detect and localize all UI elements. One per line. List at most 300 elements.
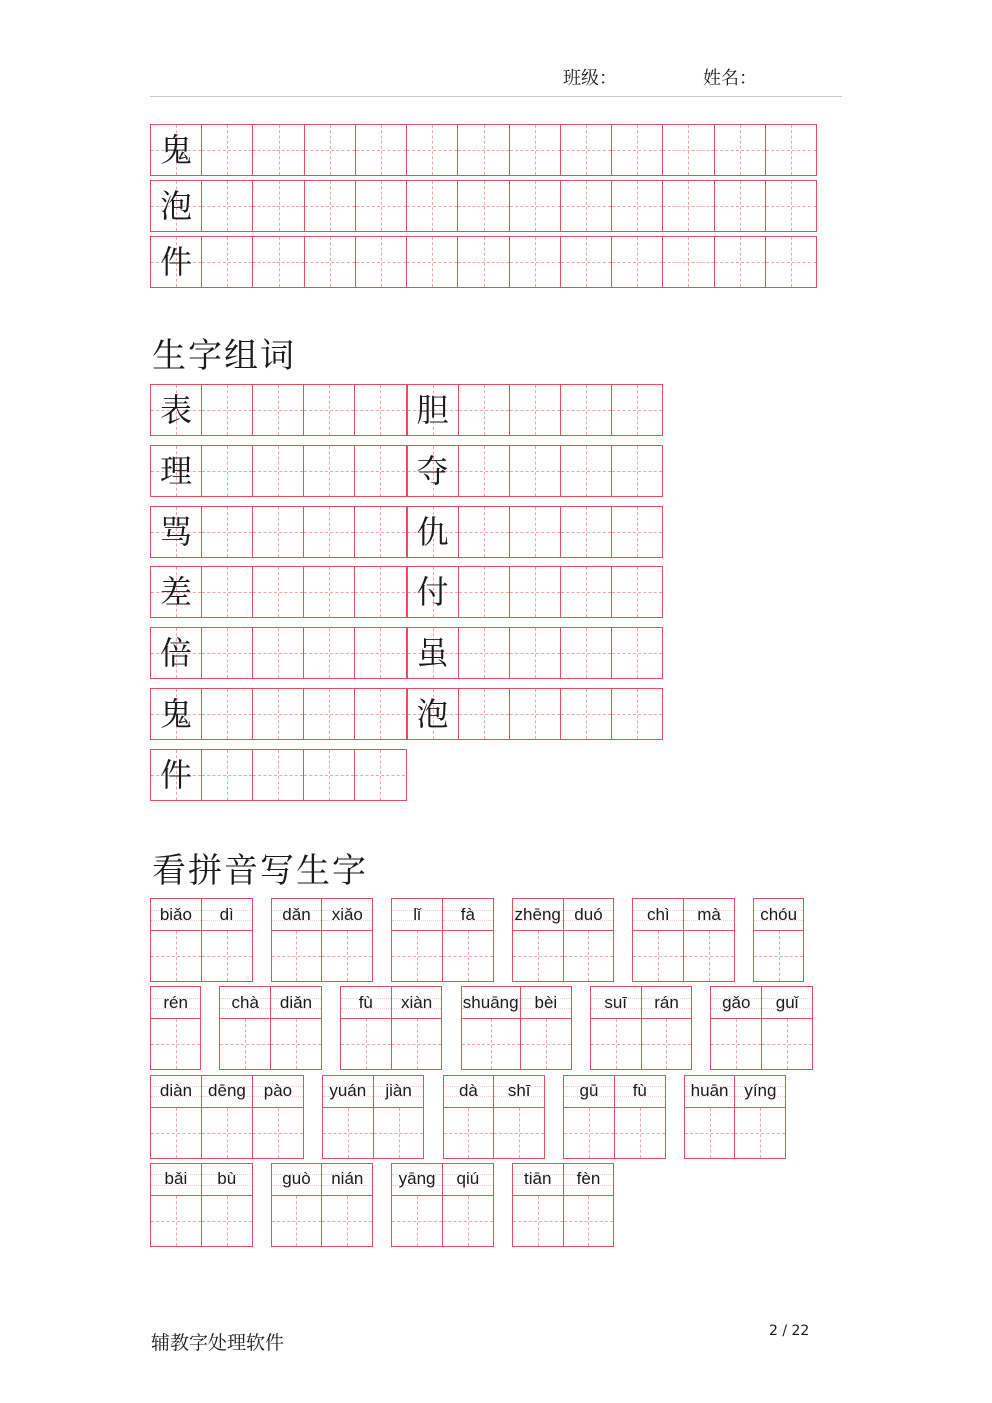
pinyin-strip [590,986,693,1019]
pinyin-group [340,986,443,1070]
word-cell [509,446,560,496]
word-cell [611,567,662,617]
writing-strip [150,1107,304,1159]
writing-cell [563,931,614,981]
word-cell [201,750,252,800]
word-char: 夺 [416,451,449,490]
pinyin-syllable: fà [460,904,475,924]
pinyin-group [512,1163,615,1247]
writing-cell [201,931,252,981]
word-group [407,627,664,679]
practice-cell [304,181,355,231]
writing-cell [520,1019,571,1069]
writing-cell [683,931,734,981]
pinyin-group [684,1075,787,1159]
practice-cell [765,237,816,287]
practice-cell [662,125,713,175]
practice-char: 件 [160,243,193,281]
pinyin-cell [373,1076,424,1107]
practice-cell [304,237,355,287]
practice-cell [509,237,560,287]
writing-strip [563,1107,666,1159]
writing-strip [512,1195,615,1247]
word-cell [458,507,509,557]
pinyin-cell [321,1164,372,1195]
word-cell [201,628,252,678]
writing-strip [322,1107,425,1159]
pinyin-group [632,898,735,982]
pinyin-cell [151,987,200,1018]
pinyin-cell [520,987,571,1018]
pinyin-group [512,898,615,982]
writing-strip [340,1018,443,1070]
word-char-cell [151,507,201,557]
writing-strip [219,1018,322,1070]
pinyin-cell [513,1164,563,1195]
writing-strip [150,1018,201,1070]
writing-cell [270,1019,321,1069]
pinyin-syllable: biǎo [159,904,192,924]
pinyin-group [590,986,693,1070]
practice-cell [560,125,611,175]
writing-strip [710,1018,813,1070]
pinyin-syllable: dēng [208,1081,246,1101]
word-char: 付 [416,573,449,612]
pinyin-group [322,1075,425,1159]
pinyin-cell [272,899,322,930]
writing-cell [513,931,563,981]
pinyin-syllable: fù [632,1081,647,1101]
pinyin-strip [150,1163,253,1196]
word-cell [611,689,662,739]
pinyin-syllable: bèi [534,992,558,1012]
writing-strip [150,1195,253,1247]
pinyin-strip [271,898,374,931]
pinyin-group [150,986,201,1070]
pinyin-strip [512,898,615,931]
practice-cell [406,125,457,175]
word-cell [303,628,354,678]
pinyin-cell [392,899,442,930]
pinyin-cell [321,899,372,930]
practice-cell [252,181,303,231]
writing-cell [151,1019,200,1069]
practice-cell [765,125,816,175]
word-cell [509,689,560,739]
practice-char: 泡 [160,187,193,225]
pinyin-syllable: tiān [523,1169,552,1189]
word-cell [252,750,303,800]
pinyin-strip [150,1075,304,1108]
practice-cell [560,181,611,231]
pinyin-group [219,986,322,1070]
writing-cell [392,931,442,981]
pinyin-group [150,1075,304,1159]
word-cell [560,689,611,739]
pinyin-syllable: yíng [744,1081,777,1101]
pinyin-strip [391,1163,494,1196]
word-group [407,445,664,497]
writing-strip [590,1018,693,1070]
word-group [407,566,664,618]
practice-row [150,180,817,232]
pinyin-cell [201,899,252,930]
writing-cell [321,1196,372,1246]
word-group [407,688,664,740]
page-number: 2 / 22 [769,1323,810,1339]
word-char-cell [151,446,201,496]
pinyin-strip [340,986,443,1019]
pinyin-cell [323,1076,373,1107]
writing-cell [201,1108,252,1158]
writing-cell [462,1019,520,1069]
pinyin-strip [710,986,813,1019]
pinyin-strip [512,1163,615,1196]
word-cell [560,446,611,496]
word-char: 胆 [416,391,449,429]
pinyin-cell [444,1076,494,1107]
word-cell [458,689,509,739]
word-char-cell [151,750,201,800]
word-cell [354,628,405,678]
pinyin-syllable: nián [331,1169,364,1189]
pinyin-syllable: suī [604,992,628,1012]
name-label: 姓名： [703,68,757,89]
word-cell [201,446,252,496]
pinyin-syllable: zhēng [514,904,561,924]
pinyin-strip [632,898,735,931]
word-char-cell [408,567,458,617]
word-cell [303,446,354,496]
writing-strip [150,930,253,982]
writing-strip [271,1195,374,1247]
writing-cell [252,1108,303,1158]
practice-cell [252,237,303,287]
pinyin-syllable: shī [507,1081,531,1101]
pinyin-cell [220,987,270,1018]
practice-cell [560,237,611,287]
writing-cell [272,931,322,981]
word-char-cell [151,628,201,678]
writing-cell [392,1196,442,1246]
pinyin-cell [270,987,321,1018]
word-char: 理 [160,451,193,490]
writing-cell [734,1108,785,1158]
practice-cell [509,125,560,175]
pinyin-cell [754,899,803,930]
pinyin-cell [151,899,201,930]
word-cell [509,628,560,678]
word-cell [354,507,405,557]
word-char: 差 [160,573,193,612]
practice-char-cell [151,125,201,175]
pinyin-cell [711,987,761,1018]
writing-strip [753,930,804,982]
word-cell [303,567,354,617]
pinyin-cell [392,1164,442,1195]
pinyin-cell [442,1164,493,1195]
word-section-title: 生字组词 [152,336,296,376]
pinyin-syllable: yuán [329,1081,367,1101]
pinyin-group [391,1163,494,1247]
pinyin-syllable: chì [646,904,670,924]
practice-cell [355,125,406,175]
writing-cell [442,931,493,981]
practice-cell [509,181,560,231]
word-char-cell [151,385,201,435]
pinyin-syllable: bù [217,1169,237,1189]
word-cell [354,689,405,739]
pinyin-group [753,898,804,982]
pinyin-cell [493,1076,544,1107]
pinyin-cell [563,899,614,930]
word-char-cell [408,507,458,557]
pinyin-cell [201,1076,252,1107]
practice-cell [304,125,355,175]
pinyin-syllable: bǎi [164,1169,188,1189]
pinyin-group [443,1075,546,1159]
word-cell [354,567,405,617]
word-group [150,566,407,618]
pinyin-cell [513,899,563,930]
writing-strip [461,1018,572,1070]
word-char: 泡 [416,695,449,733]
pinyin-cell [462,987,520,1018]
pinyin-cell [633,899,683,930]
word-cell [354,385,405,435]
practice-cell [714,237,765,287]
pinyin-syllable: duó [574,904,603,924]
pinyin-cell [734,1076,785,1107]
word-char: 鬼 [160,695,193,733]
word-cell [611,628,662,678]
pinyin-syllable: diàn [159,1081,193,1101]
pinyin-syllable: fèn [576,1169,601,1189]
word-char-cell [408,628,458,678]
word-char-cell [151,689,201,739]
header-divider [150,96,842,97]
pinyin-cell [341,987,391,1018]
word-char: 倍 [160,634,193,673]
practice-cell [201,125,252,175]
pinyin-syllable: fù [358,992,373,1012]
pinyin-cell [442,899,493,930]
practice-cell [714,125,765,175]
practice-cell [457,237,508,287]
practice-cell [611,181,662,231]
pinyin-syllable: pào [263,1081,293,1101]
pinyin-syllable: diǎn [279,992,313,1012]
word-cell [252,446,303,496]
pinyin-syllable: guò [282,1169,311,1189]
pinyin-syllable: dì [219,904,234,924]
word-group [150,688,407,740]
word-cell [458,628,509,678]
pinyin-syllable: rán [654,992,679,1012]
pinyin-syllable: shuāng [462,992,519,1012]
pinyin-cell [614,1076,665,1107]
pinyin-strip [150,898,253,931]
writing-cell [563,1196,614,1246]
pinyin-group [271,898,374,982]
word-char-cell [408,446,458,496]
practice-cell [252,125,303,175]
writing-cell [591,1019,641,1069]
pinyin-cell [272,1164,322,1195]
pinyin-strip [391,898,494,931]
practice-cell [406,181,457,231]
word-cell [458,446,509,496]
word-cell [509,507,560,557]
word-cell [560,507,611,557]
pinyin-strip [271,1163,374,1196]
word-cell [509,385,560,435]
word-cell [252,628,303,678]
writing-cell [442,1196,493,1246]
pinyin-strip [684,1075,787,1108]
pinyin-group [461,986,572,1070]
pinyin-group [563,1075,666,1159]
pinyin-syllable: lǐ [413,904,421,924]
word-cell [560,567,611,617]
writing-cell [513,1196,563,1246]
word-cell [201,385,252,435]
word-group [150,506,407,558]
word-char-cell [408,689,458,739]
writing-cell [151,931,201,981]
pinyin-strip [753,898,804,931]
pinyin-syllable: guǐ [775,992,799,1012]
word-cell [303,385,354,435]
practice-cell [765,181,816,231]
word-cell [560,628,611,678]
pinyin-syllable: chóu [760,904,798,924]
pinyin-section-title: 看拼音写生字 [152,851,368,891]
writing-cell [373,1108,424,1158]
word-char: 骂 [160,512,193,551]
pinyin-strip [563,1075,666,1108]
word-cell [509,567,560,617]
pinyin-group [150,1163,253,1247]
pinyin-strip [219,986,322,1019]
writing-cell [641,1019,692,1069]
writing-cell [493,1108,544,1158]
writing-cell [220,1019,270,1069]
pinyin-syllable: qiú [456,1169,480,1189]
pinyin-group [150,898,253,982]
practice-cell [201,237,252,287]
pinyin-strip [150,986,201,1019]
practice-cell [457,181,508,231]
pinyin-syllable: dǎn [282,904,311,924]
word-group [150,445,407,497]
writing-cell [761,1019,812,1069]
pinyin-group [391,898,494,982]
practice-cell [457,125,508,175]
pinyin-cell [563,1164,614,1195]
word-cell [354,750,405,800]
writing-cell [391,1019,442,1069]
writing-strip [391,930,494,982]
pinyin-strip [461,986,572,1019]
word-cell [458,385,509,435]
practice-row [150,236,817,288]
word-cell [458,567,509,617]
word-char: 件 [160,755,193,794]
pinyin-cell [151,1076,201,1107]
writing-cell [151,1196,201,1246]
word-cell [303,750,354,800]
writing-cell [321,931,372,981]
writing-cell [323,1108,373,1158]
writing-cell [151,1108,201,1158]
pinyin-syllable: huān [690,1081,729,1101]
practice-char: 鬼 [160,131,193,169]
writing-strip [684,1107,787,1159]
practice-cell [406,237,457,287]
word-cell [611,385,662,435]
word-char: 虽 [416,634,449,673]
pinyin-syllable: gū [579,1081,599,1101]
word-group [150,749,407,801]
pinyin-syllable: chà [231,992,259,1012]
writing-strip [443,1107,546,1159]
word-group [407,506,664,558]
pinyin-cell [252,1076,303,1107]
word-cell [252,507,303,557]
word-cell [560,385,611,435]
writing-cell [754,931,803,981]
word-cell [303,689,354,739]
pinyin-cell [761,987,812,1018]
writing-cell [444,1108,494,1158]
pinyin-cell [591,987,641,1018]
pinyin-cell [391,987,442,1018]
pinyin-cell [564,1076,614,1107]
word-cell [252,385,303,435]
pinyin-cell [685,1076,735,1107]
pinyin-group [271,1163,374,1247]
word-char: 仇 [416,512,449,551]
pinyin-syllable: xiàn [400,992,433,1012]
writing-strip [632,930,735,982]
pinyin-syllable: xiǎo [331,904,363,924]
pinyin-syllable: yāng [398,1169,436,1189]
practice-cell [662,181,713,231]
practice-cell [662,237,713,287]
pinyin-strip [443,1075,546,1108]
word-char: 表 [160,391,193,429]
writing-cell [633,931,683,981]
writing-cell [341,1019,391,1069]
word-char-cell [151,567,201,617]
writing-strip [271,930,374,982]
word-cell [354,446,405,496]
pinyin-cell [201,1164,252,1195]
pinyin-cell [683,899,734,930]
pinyin-syllable: gǎo [722,992,751,1012]
practice-cell [201,181,252,231]
pinyin-cell [151,1164,201,1195]
writing-cell [564,1108,614,1158]
word-cell [611,446,662,496]
word-char-cell [408,385,458,435]
practice-cell [355,181,406,231]
word-cell [611,507,662,557]
writing-cell [614,1108,665,1158]
word-cell [252,567,303,617]
word-group [150,627,407,679]
